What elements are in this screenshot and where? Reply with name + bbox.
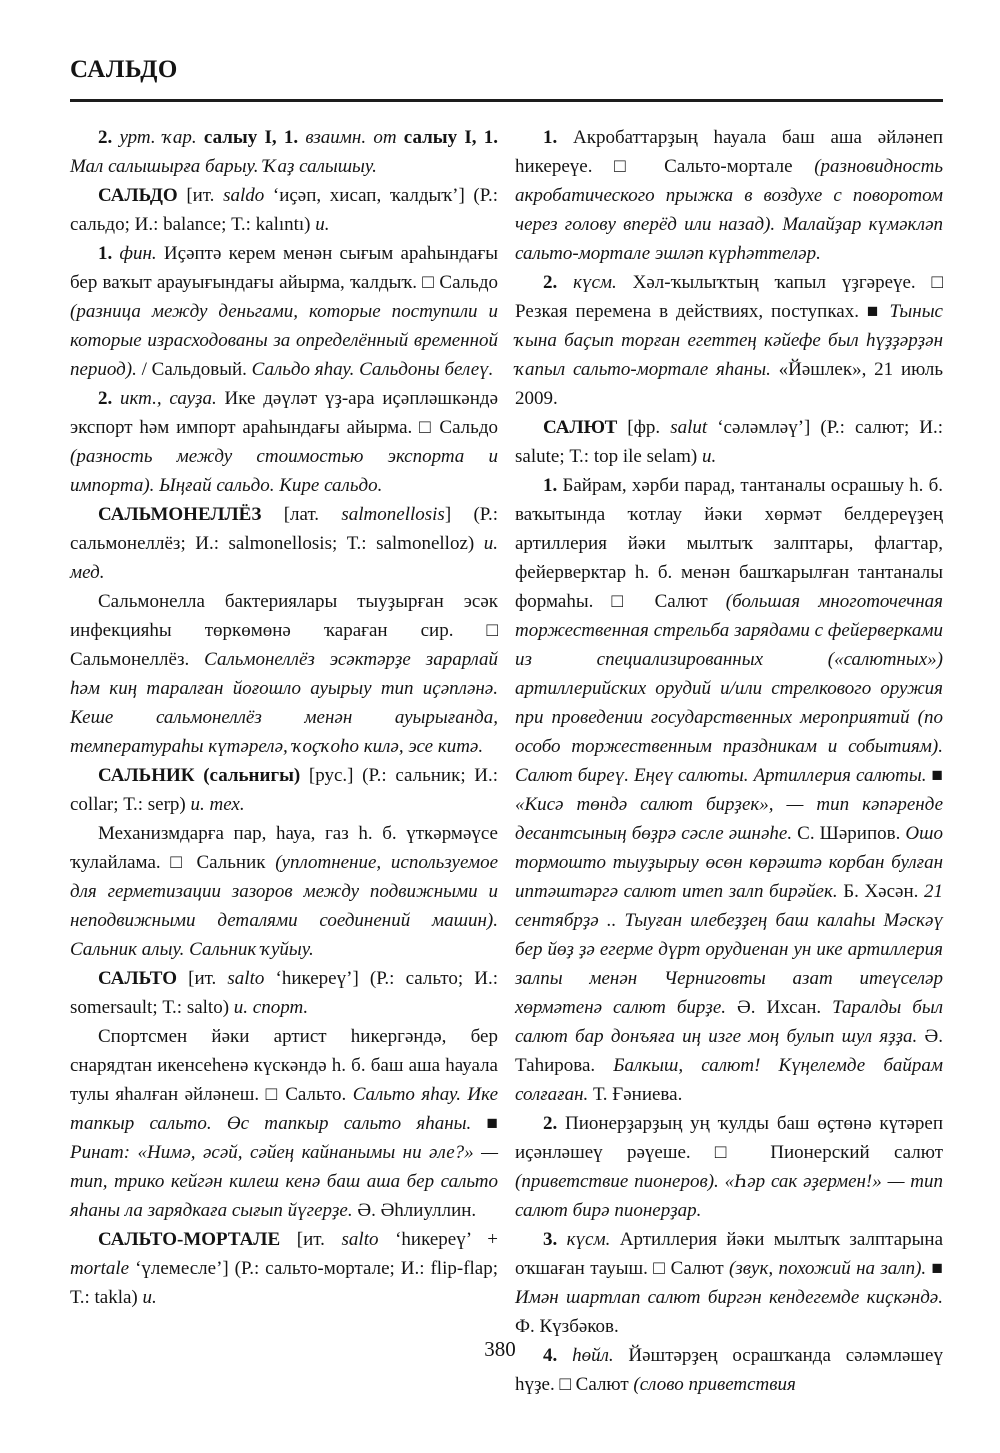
text-run: / Сальдовый. — [141, 359, 252, 380]
text-run: [ит. — [296, 1229, 342, 1250]
text-run: Иҫәптә керем менән сығым араһындағы бер ваҡыт арауығындағы айырма, ҡалдыҡ. □ Сальдо — [70, 243, 499, 293]
text-run: Тыныс ҡына баҫып торған егеттең кәйефе был һүҙҙәрҙән ҡапыл сальто-мортале яһаны. — [515, 301, 943, 380]
text-run: (приветствие пионеров). «Һәр сак әҙермен!» — тип салют бирә пионерҙар. — [515, 1171, 943, 1221]
text-run: Байрам, хәрби парад, тантаналы осрашыу һ. б. ваҡытында ҡотлау йәки хөрмәт белдереүҙең артиллерия йәки мылтыҡ залптары, флагтар, фейерверктар һ. б. менән башҡарылған тантаналы формаһы. □ Салют — [515, 475, 943, 612]
text-run: Б. Хәсән. — [843, 881, 924, 902]
text-run: фин. — [119, 243, 164, 264]
text-run: САЛЬТО-МОРТАЛЕ — [98, 1229, 297, 1250]
text-run: САЛЬДО — [98, 185, 187, 206]
text-run: ■ — [486, 1113, 498, 1134]
running-head: САЛЬДО — [70, 56, 178, 83]
text-run: күсм. — [566, 1229, 620, 1250]
text-run: ] (Р.: сальмонеллёз; И.: salmonellosis; Т.: salmonelloz) — [70, 504, 499, 554]
text-run: 21 сентябрҙә .. Тыуған илебеҙҙең баш калаһы Мәскәү бер йөҙ ҙә егерме дүрт орудиенан ун ике артиллерия залпы менән Черниговты азат итеүселәр хөрмәтенә салют бирҙе. — [515, 881, 943, 1018]
text-run: ‘үлемесле’] (Р.: сальто-мортале; И.: flip-flap; Т.: takla) — [70, 1258, 499, 1308]
paragraph — [70, 587, 498, 761]
text-run: Имән шартлап салют биргән кендегемде киҫкәндә. — [515, 1287, 943, 1308]
text-run: (слово приветствия — [633, 1374, 796, 1395]
text-run: (разновидность акробатического прыжка в воздухе с поворотом через голову вперёд или назад). Малайҙар күмәкләп сальто-мортале эшләп күрһәттеләр. — [515, 156, 943, 264]
left-column — [70, 123, 498, 1331]
text-run: Артиллерия йәки мылтыҡ залптарына оҡшаған тауыш. □ Салют — [515, 1229, 943, 1279]
text-run: Таралды был салют бар донъяға иң изге моң булып шул яҙҙа. — [515, 997, 943, 1047]
paragraph — [70, 239, 498, 384]
paragraph — [70, 384, 498, 500]
paragraph — [515, 123, 943, 268]
text-run: С. Шәрипов. — [797, 823, 906, 844]
text-run: 2. — [543, 272, 574, 293]
text-run: (звук, похожий на залп). — [729, 1258, 932, 1279]
text-run: Пионерҙарҙың уң ҡулды баш өҫтөнә күтәреп иҫәнләшеү рәүеше. □ Пионерский салют — [515, 1113, 943, 1163]
text-run: Сальдо яһау. Сальдоны белеү. — [251, 359, 494, 380]
text-run: [ит. — [188, 968, 228, 989]
text-run: Акробаттарҙың һауала баш аша әйләнеп һикереүе. □ Сальто-мортале — [515, 127, 944, 177]
text-run: и. — [315, 214, 330, 235]
text-run: Сальмонелла бактериялары тыуҙырған эсәк инфекцияһы төркөмөнә ҡараған сир. □ Сальмонеллёз. — [70, 591, 498, 670]
text-run: урт. ҡар. — [119, 127, 204, 148]
text-run: salut — [670, 417, 718, 438]
text-run: 3. — [543, 1229, 567, 1250]
text-run: [лат. — [283, 504, 342, 525]
text-run: Балкыш, салют! Күңелемде байрам солғаған. — [515, 1055, 943, 1105]
text-run: 1. — [543, 475, 563, 496]
text-run: взаимн. от — [305, 127, 404, 148]
text-run: и. — [702, 446, 717, 467]
text-run: 1. — [98, 243, 120, 264]
paragraph — [70, 1022, 498, 1225]
text-run: Ә. Ихсан. — [737, 997, 833, 1018]
paragraph — [515, 1109, 943, 1225]
paragraph — [515, 413, 943, 471]
paragraph — [70, 500, 498, 587]
text-run: САЛЬНИК (сальнигы) — [98, 765, 309, 786]
text-run: saldo — [223, 185, 273, 206]
text-run: и. спорт. — [233, 997, 309, 1018]
text-run: Сальто яһау. Ике тапкыр сальто. Өс тапкыр сальто яһаны. — [70, 1084, 498, 1134]
paragraph — [70, 964, 498, 1022]
text-run: и. тех. — [190, 794, 245, 815]
text-run: Т. Ғәниева. — [593, 1084, 683, 1105]
text-run: salto — [341, 1229, 396, 1250]
text-run: 1. — [543, 127, 573, 148]
text-run: Ринат: «Нимә, әсәй, сәйең кайнанымы ни әле?» — тип, трико кейгән килеш кенә баш аша бер сальто яһаны ла зарядкаға сығып йүгерҙе. — [70, 1142, 498, 1221]
text-run: һөйл. — [572, 1345, 629, 1366]
text-run: 4. — [543, 1345, 573, 1366]
text-run: Йәштәрҙең осрашҡанда сәләмләшеү һүҙе. □ Салют — [515, 1345, 943, 1395]
text-run: Ошо тормошто тыуҙырыу өсөн көрәштә корбан булған иптәштәргә салют итеп залп бирәйек. — [515, 823, 943, 902]
page-number: 380 — [484, 1337, 516, 1361]
text-run: 2. — [543, 1113, 566, 1134]
text-run: Хәл-ҡылыҡтың ҡапыл үҙгәреүе. □ Резкая перемена в действиях, поступках. ■ — [515, 272, 944, 322]
paragraph — [515, 471, 943, 1109]
paragraph — [515, 268, 943, 413]
header-rule — [70, 99, 943, 102]
text-run: икт., сауҙа. — [120, 388, 225, 409]
text-run: Спортсмен йәки артист һикергәндә, бер снарядтан икенсеһенә күскәндә һ. б. баш аша һауала тулы яһалған әйләнеш. □ Сальто. — [70, 1026, 498, 1105]
text-run: (разница между деньгами, которые поступили и которые израсходованы за определённый временной период). — [70, 301, 498, 380]
text-run: [ит. — [186, 185, 224, 206]
text-run: 2. — [98, 388, 121, 409]
text-run: (разность между стоимостью экспорта и импорта). Ыңғай сальдо. Кире сальдо. — [70, 446, 498, 496]
text-run: salmonellosis — [341, 504, 445, 525]
text-run: ‘сәләмләү’] (Р.: салют; И.: salute; Т.: top ile selam) — [515, 417, 944, 467]
text-run: ■ — [931, 1258, 943, 1279]
text-run: «Йәшлек», 21 июль 2009. — [515, 359, 943, 409]
text-run: Ф. Күзбәков. — [515, 1316, 619, 1337]
text-run: САЛЬМОНЕЛЛЁЗ — [98, 504, 284, 525]
text-run: и. мед. — [70, 533, 498, 583]
text-run: салыу I, 1. — [403, 127, 498, 148]
text-run: күсм. — [573, 272, 633, 293]
text-run: ‘иҫәп, хисап, ҡалдыҡ’] (Р.: сальдо; И.: balance; Т.: kalıntı) — [70, 185, 498, 235]
paragraph — [70, 761, 498, 819]
text-run: «Кисә төндә салют бирҙек», — тип кәпәренде десантсының бөҙрә сәсле әшнәһе. — [515, 794, 943, 844]
right-column — [515, 123, 944, 1395]
paragraph — [70, 181, 498, 239]
text-run: салыу I, 1. — [203, 127, 306, 148]
text-run: и. — [142, 1287, 157, 1308]
paragraph — [70, 1225, 498, 1312]
paragraph — [515, 1225, 943, 1341]
paragraph — [70, 123, 498, 181]
text-run: САЛЮТ — [543, 417, 628, 438]
text-run: САЛЬТО — [98, 968, 189, 989]
text-run: ■ — [931, 765, 943, 786]
text-run: ‘һикереү’ + — [395, 1229, 498, 1250]
text-run: (уплотнение, используемое для герметизации зазоров между подвижными и неподвижными деталями соединений машин). Сальник алыу. Сальник ҡуйыу. — [70, 852, 499, 960]
text-run: Ике дәүләт үҙ-ара иҫәпләшкәндә экспорт һәм импорт араһындағы айырма. □ Сальдо — [70, 388, 498, 438]
text-run: Ә. Таһирова. — [515, 1026, 943, 1076]
text-run: salto — [227, 968, 276, 989]
text-run: ‘һикереү’] (Р.: сальто; И.: somersault; Т.: salto) — [70, 968, 499, 1018]
text-run: Мал салышырға барыу. Ҡаҙ салышыу. — [70, 156, 377, 177]
text-run: 2. — [98, 127, 120, 148]
paragraph — [70, 819, 498, 964]
text-run: (большая многоточечная торжественная стрельба зарядами с фейерверками из специализированных («салютных») артиллерийских орудий и/или стрелкового оружия при проведении государственных мероприятий (по особо торжественным праздникам и событиям). Салют биреү. Еңеү салюты. Артиллерия салюты. — [515, 591, 943, 786]
text-run: Сальмонеллёз эсәктәрҙе зарарлай һәм киң таралған йоғошло ауырыу тип иҫәпләнә. Кеше сальмонеллёз менән ауырығанда, температураһы күтәрелә, ҡоҫҡоһо килә, эсе китә. — [70, 649, 499, 757]
text-run: Механизмдарға пар, һауа, газ һ. б. үткәрмәүсе ҡулайлама. □ Сальник — [70, 823, 498, 873]
text-run: [фр. — [627, 417, 671, 438]
text-run: [рус.] (Р.: сальник; И.: collar; Т.: serp) — [70, 765, 498, 815]
text-run: mortale — [70, 1258, 136, 1279]
text-run: Ә. Әһлиуллин. — [357, 1200, 477, 1221]
